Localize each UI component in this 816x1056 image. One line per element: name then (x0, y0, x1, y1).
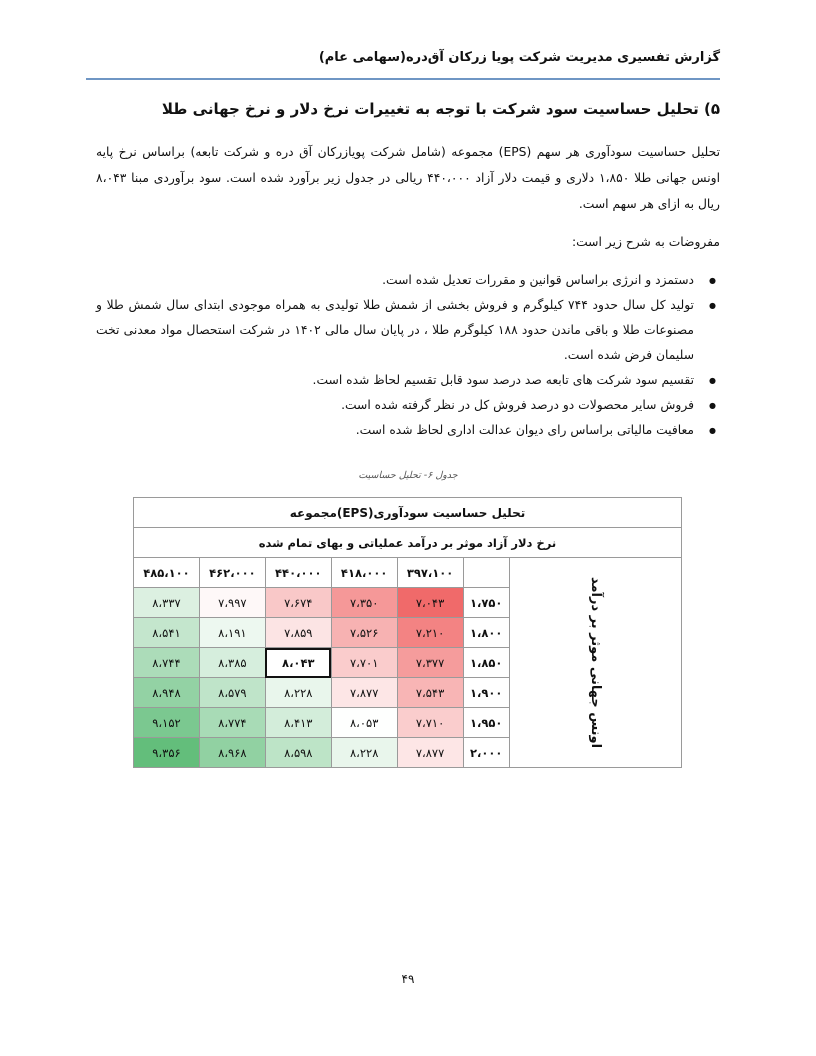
header-rule (86, 78, 720, 80)
row-label: ۱،۹۰۰ (463, 678, 509, 708)
table-cell: ۷،۸۷۷ (397, 738, 463, 768)
row-label: ۱،۸۰۰ (463, 618, 509, 648)
assumptions-list (96, 268, 720, 443)
row-label: ۱،۷۵۰ (463, 588, 509, 618)
table-cell: ۸،۰۵۳ (331, 708, 397, 738)
column-header: ۴۱۸،۰۰۰ (331, 558, 397, 588)
table-cell: ۸،۵۷۹ (199, 678, 265, 708)
table-cell: ۸،۳۳۷ (134, 588, 200, 618)
table-cell: ۸،۹۴۸ (134, 678, 200, 708)
column-header: ۳۹۷،۱۰۰ (397, 558, 463, 588)
section-title: ۵) تحلیل حساسیت سود شرکت با توجه به تغییرات نرخ دلار و نرخ جهانی طلا (161, 100, 720, 118)
table-cell: ۹،۱۵۲ (134, 708, 200, 738)
table-caption: جدول ۶- تحلیل حساسیت (358, 470, 458, 481)
table-cell: ۷،۰۴۳ (397, 588, 463, 618)
table-cell: ۷،۹۹۷ (199, 588, 265, 618)
table-cell: ۸،۵۴۱ (134, 618, 200, 648)
table-cell: ۷،۸۵۹ (265, 618, 331, 648)
table-cell: ۷،۳۵۰ (331, 588, 397, 618)
table-cell: ۹،۳۵۶ (134, 738, 200, 768)
page-number: ۴۹ (401, 972, 415, 986)
assumption-item: ● فروش سایر محصولات دو درصد فروش کل در نظر گرفته شده است. (96, 393, 720, 418)
column-header: ۴۴۰،۰۰۰ (265, 558, 331, 588)
row-label: ۲،۰۰۰ (463, 738, 509, 768)
table-cell: ۷،۷۰۱ (331, 648, 397, 678)
assumption-item: ● تولید کل سال حدود ۷۴۴ کیلوگرم و فروش بخشی از شمش طلا تولیدی به همراه موجودی ابتدای سال شمش طلا و مصنوعات طلا و باقی ماندن حدود ۱۸۸ کیلوگرم طلا ، در پایان سال مالی ۱۴۰۲ در شرکت استحصال مواد معدنی تخت سلیمان فرض شده است. (96, 293, 720, 368)
column-header: ۴۶۲،۰۰۰ (199, 558, 265, 588)
table-title-row (134, 498, 682, 528)
assumption-item: ● تقسیم سود شرکت های تابعه صد درصد سود قابل تقسیم لحاظ شده است. (96, 368, 720, 393)
assumption-item: ● معافیت مالیاتی براساس رای دیوان عدالت اداری لحاظ شده است. (96, 418, 720, 443)
table-cell: ۷،۳۷۷ (397, 648, 463, 678)
table-cell: ۸،۷۴۴ (134, 648, 200, 678)
table-subtitle: نرخ دلار آزاد موثر بر درآمد عملیاتی و بهای تمام شده (134, 528, 682, 558)
row-label: ۱،۹۵۰ (463, 708, 509, 738)
assumptions-heading: مفروضات به شرح زیر است: (571, 235, 720, 249)
table-cell: ۷،۲۱۰ (397, 618, 463, 648)
table-title: تحلیل حساسیت سودآوری(EPS)مجموعه (134, 498, 682, 528)
corner-cell (463, 558, 509, 588)
intro-paragraph: تحلیل حساسیت سودآوری هر سهم (EPS) مجموعه (شامل شرکت پویازرکان آق دره و شرکت تابعه) براساس نرخ پایه اونس جهانی طلا ۱،۸۵۰ دلاری و قیمت دلار آزاد ۴۴۰،۰۰۰ ریالی در جدول زیر برآورد شده است. سود برآوردی مبنا ۸،۰۴۳ ریال به ازای هر سهم است. (96, 145, 720, 211)
table-cell: ۷،۸۷۷ (331, 678, 397, 708)
table-cell: ۷،۵۴۳ (397, 678, 463, 708)
sensitivity-table (133, 497, 682, 768)
table-cell: ۸،۲۲۸ (331, 738, 397, 768)
table-cell: ۸،۵۹۸ (265, 738, 331, 768)
table-cell: ۷،۵۲۶ (331, 618, 397, 648)
base-case-cell: ۸،۰۴۳ (265, 648, 331, 678)
table-subtitle-row (134, 528, 682, 558)
table-cell: ۷،۶۷۴ (265, 588, 331, 618)
column-header-row (134, 558, 682, 588)
table-cell: ۷،۷۱۰ (397, 708, 463, 738)
column-header: ۴۸۵،۱۰۰ (134, 558, 200, 588)
assumption-item: ● دستمزد و انرژی براساس قوانین و مقررات تعدیل شده است. (96, 268, 720, 293)
row-label: ۱،۸۵۰ (463, 648, 509, 678)
table-cell: ۸،۱۹۱ (199, 618, 265, 648)
table-cell: ۸،۹۶۸ (199, 738, 265, 768)
running-header: گزارش تفسیری مدیریت شرکت پویا زرکان آق‌دره(سهامی عام) (318, 50, 720, 65)
table-cell: ۸،۲۲۸ (265, 678, 331, 708)
table-cell: ۸،۷۷۴ (199, 708, 265, 738)
table-cell: ۸،۳۸۵ (199, 648, 265, 678)
table-cell: ۸،۴۱۳ (265, 708, 331, 738)
row-axis-label: اونس جهانی موثر بر درآمد (509, 558, 681, 768)
